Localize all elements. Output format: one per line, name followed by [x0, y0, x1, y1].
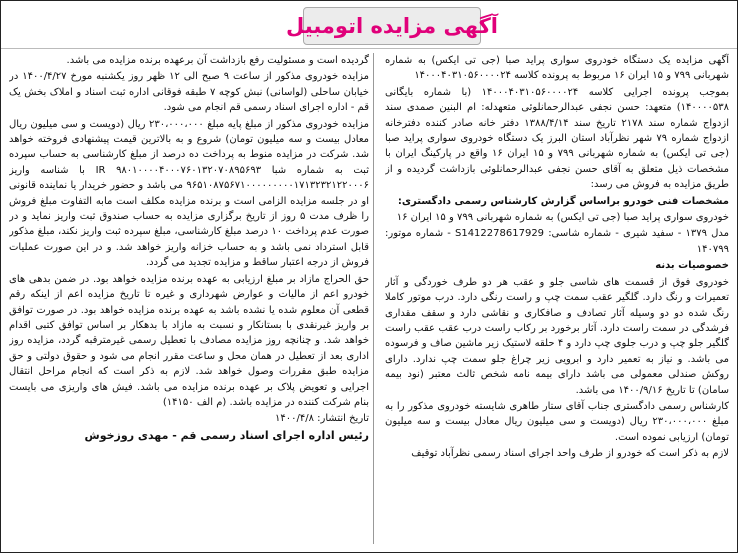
specs-heading: مشخصات فنی خودرو براساس گزارش کارشناس رسمی دادگستری:: [397, 195, 729, 207]
condition-paragraph: خودروی فوق از قسمت های شاسی جلو و عقب هر دو طرف خوردگی و آثار تعمیرات و رنگ دارد. گلگیر عقب سمت چپ و راست رنگی دارد. درب موتور کاملا رنگ شده دو دو وسیله آثار تصادف و صافکاری و نقاشی دارد و سقف مقداری فرشدگی در سمت راست دارد. آثار برخورد بر رکاب راست درب عقب عقب راست گلگیر جلو چپ و درب جلوی چپ دارد و ۴ حلقه لاستیک زیر ماشین صاف و فرسوده می باشد. و نیاز به تعمیر دارد و ابرویی زیر چراغ جلو سمت چپ ندارد. دارای روکش صندلی معمولی می باشد دارای بیمه نامه شخص ثالث معتبر (نود بیمه سامان) تا تاریخ ۱۴۰۰/۹/۱۶ می باشد.: [385, 276, 729, 396]
continuation-paragraph: گردیده است و مسئولیت رفع بازداشت آن برعهده برنده مزایده می باشد.: [66, 55, 369, 66]
notice-title: آگهی مزایده اتومبیل: [286, 14, 498, 38]
features-heading: خصوصیات بدنه: [655, 260, 729, 272]
fees-paragraph: حق الحراج مازاد بر مبلغ ارزیابی به عهده برنده مزایده خواهد بود. در ضمن بدهی های خودرو اعم از مالیات و عوارض شهرداری و غیره تا تاریخ مزایده اعم از اینکه رقم قطعی آن معلوم شده یا نشده باشد به عهده برنده مزایده خواهد بود. در صورت توافق بر واریز غیرنقدی با بستانکار و نسبت به مازاد با بدهکار بر اساس توافق کتبی اقدام خواهد شد. و چنانچه روز مزایده مصادف با تعطیل رسمی غیرمترقبه گردد، مزایده روز اداری بعد از تعطیل در همان محل و ساعت مقرر انجام می شود و حقوق دولتی و حق مزایده طبق مقررات وصول خواهد شد. لازم به ذکر است که انجام مراحل انتقال اجرایی و تعویض پلاک بر عهده برنده مزایده می باشد. فیش های واریزی می بایست بنام شرکت کننده در مزایده باشد. (م الف ۱۴۱۵۰): [9, 273, 369, 408]
notice-title-banner: [286, 7, 498, 45]
base-price-paragraph: مزایده خودروی مذکور از مبلغ پایه مبلغ ۲۳۰،۰۰۰،۰۰۰ ریال (دویست و سی میلیون ریال معادل بیست و سه میلیون تومان) شروع و به بالاترین قیمت پیشنهادی فروخته خواهد شد. شرکت در مزایده منوط به پرداخت ده درصد از مبلغ کارشناسی به حساب سپرده ثبت به شماره شبا IR ۹۸۰۱۰۰۰۰۴۰۰۰۷۶۰۱۳۲۰۷۰۸۹۵۶۹۳ با شناسه واریز ۹۶۵۱۰۸۷۵۶۷۱۰۰۰۰۰۰۰۰۰۱۷۱۳۲۳۲۱۲۲۰۰۰۶ می باشد و حضور خریدار یا نماینده قانونی او در جلسه مزایده الزامی است و برنده مزایده مکلف است مابه التفاوت مبلغ فروش را ظرف مدت ۵ روز از تاریخ برگزاری مزایده به حساب صندوق ثبت واریز نماید و در صورت عدم پرداخت ۱۰ درصد مبلغ کارشناسی، مبلغ سپرده ثبت واریز نکند، مبلغ مذکور قابل استرداد نمی باشد و به حساب خزانه واریز خواهد شد. و در این صورت عملیات فروش از درجه اعتبار ساقط و مزایده تجدید می گردد.: [9, 118, 369, 269]
publish-date: تاریخ انتشار: ۱۴۰۰/۴/۸: [275, 413, 369, 425]
signature-line: رئیس اداره اجرای اسناد رسمی قم - مهدی روزخوش: [84, 428, 369, 442]
column-divider: [373, 53, 374, 544]
note-paragraph: لازم به ذکر است که خودرو از طرف واحد اجرای اسناد رسمی نظرآباد توقیف: [411, 448, 729, 460]
left-column: [9, 53, 369, 546]
order-paragraph: بموجب پرونده اجرایی کلاسه ۱۴۰۰۰۴۰۳۱۰۵۶۰۰۰۰۲۴ (با شماره بایگانی ۱۴۰۰۰۰۵۳۸) متعهد: حسن نجفی عبدالرحمانلوئی متعهدله: ام البنین صمدی سند ازدواج شماره سند ۲۱۷۸ تاریخ سند ۱۳۸۸/۴/۱۴ دفتر خانه صادر کننده دفترخانه ازدواج شماره ۷۹ شهر نظرآباد استان البرز یک دستگاه خودروی سواری پراید صبا (جی تی ایکس) به شماره شهربانی ۷۹۹ و ۱۵ ایران ۱۶ واقع در پارکینگ ایران با مشخصات ذیل متعلق به آقای حسن نجفی عبدالرحمانلوئی بازداشت گردیده و از طریق مزایده به فروش می رسد:: [385, 86, 729, 191]
intro-paragraph: آگهی مزایده یک دستگاه خودروی سواری پراید صبا (جی تی ایکس) به شماره شهربانی ۷۹۹ و ۱۵ ایران ۱۶ مربوط به پرونده کلاسه ۱۴۰۰۰۴۰۳۱۰۵۶۰۰۰۰۲۴: [385, 55, 729, 82]
title-divider: [1, 48, 737, 49]
specs-model: مدل ۱۳۷۹ - سفید شیری - شماره شاسی: S1412278617929 - شماره موتور: ۱۴۰۷۹۹: [385, 228, 729, 255]
auction-time-paragraph: مزایده خودروی مذکور از ساعت ۹ صبح الی ۱۲ ظهر روز یکشنبه مورخ ۱۴۰۰/۴/۲۷ در خیابان ساحلی (لواسانی) نبش کوچه ۷ طبقه فوقانی اداره ثبت اسناد و املاک بخش یک قم - اداره اجرای اسناد رسمی قم انجام می شود.: [9, 71, 369, 114]
expert-paragraph: کارشناس رسمی دادگستری جناب آقای ستار طاهری شایسته خودروی مذکور را به مبلغ ۲۳۰،۰۰۰،۰۰۰ ریال (دویست و سی میلیون ریال معادل بیست و سه میلیون تومان) ارزیابی نموده است.: [385, 400, 729, 443]
right-column: [385, 53, 729, 546]
specs-vehicle: خودروی سواری پراید صبا (جی تی ایکس) به شماره شهربانی ۷۹۹ و ۱۵ ایران ۱۶: [396, 212, 729, 224]
